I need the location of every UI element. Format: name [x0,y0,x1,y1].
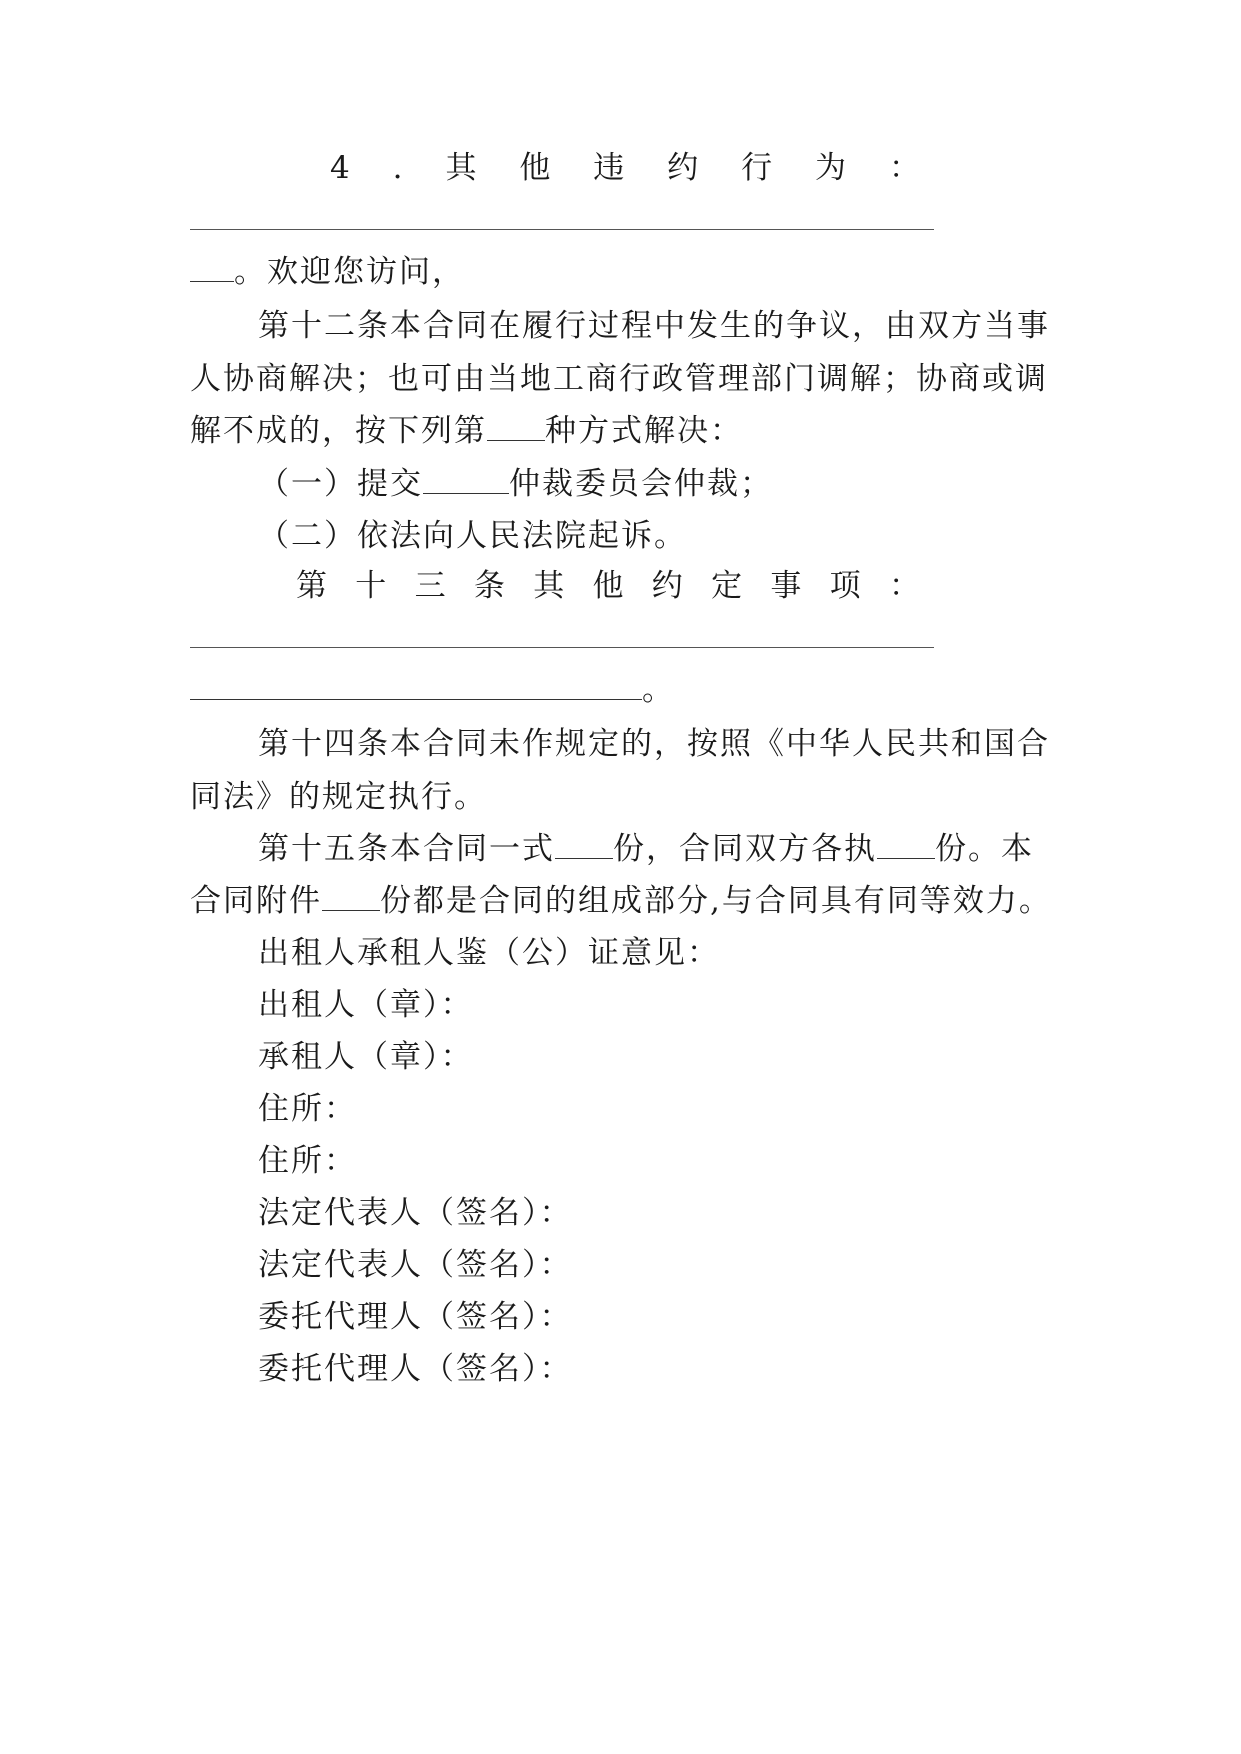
article-12-line-3 [190,411,743,451]
article-13-end: 。 [642,672,675,708]
fill-in-blank [555,832,613,859]
option-1 [258,464,773,504]
article-15-part-a: 第十五条本合同一式 [258,831,555,867]
article-15-part-c: 份。本 [935,831,1034,867]
article-13-char: 他 [592,568,626,604]
signature-line: 出租人（章）： [258,987,474,1023]
clause-4-char: 他 [519,150,553,186]
article-13-char: 十 [355,568,389,604]
signature-line: 住所： [258,1143,357,1179]
fill-in-blank [877,832,935,859]
article-15-part-d: 合同附件 [190,883,322,919]
article-13-char: ： [888,568,922,604]
signature-line: 法定代表人（签名）： [258,1247,573,1283]
welcome-text: 。欢迎您访问， [234,254,465,290]
article-13-char: 项 [829,568,863,604]
article-12-line-3-start: 解不成的，按下列第 [190,413,487,449]
fill-in-blank [322,884,380,911]
signature-line: 住所： [258,1091,357,1127]
article-13-heading [296,566,922,606]
article-13-char: 定 [711,568,745,604]
article-13-char: 第 [296,568,329,604]
article-13-char: 三 [414,568,448,604]
clause-4-char: 其 [445,150,479,186]
article-12-line-3-end: 种方式解决： [545,413,743,449]
article-13-char: 其 [533,568,567,604]
signature-line: 出租人承租人鉴（公）证意见： [258,935,720,971]
article-13-end-line [190,670,675,710]
option-1-end: 仲裁委员会仲裁； [509,466,773,502]
article-15-part-e: 份都是合同的组成部分,与合同具有同等效力。 [380,883,1052,919]
fill-in-blank [190,255,234,282]
article-14-line-1: 第十四条本合同未作规定的，按照《中华人民共和国合 [258,726,1050,762]
fill-in-line [190,647,934,648]
clause-4-char: ： [888,150,922,186]
fill-in-blank [487,414,545,441]
clause-4-char: 违 [593,150,627,186]
clause-4-heading [330,148,922,188]
clause-4-char: . [392,150,405,186]
signature-line: 委托代理人（签名）： [258,1351,573,1387]
option-2: （二）依法向人民法院起诉。 [258,518,687,554]
clause-4-char: 行 [741,150,775,186]
signature-line: 承租人（章）： [258,1039,474,1075]
article-13-char: 约 [651,568,685,604]
article-14-line-2: 同法》的规定执行。 [190,779,487,815]
article-12-line-1: 第十二条本合同在履行过程中发生的争议，由双方当事 [258,308,1050,344]
article-15-line-1 [258,829,1034,869]
option-1-start: （一）提交 [258,466,423,502]
article-15-line-2 [190,881,1052,921]
article-13-char: 条 [473,568,507,604]
clause-4-char: 4 [330,150,352,186]
article-15-part-b: 份，合同双方各执 [613,831,877,867]
clause-4-char: 约 [667,150,701,186]
fill-in-line [190,229,934,230]
signature-line: 委托代理人（签名）： [258,1299,573,1335]
welcome-line [190,252,465,292]
fill-in-blank [423,467,509,494]
article-13-char: 事 [770,568,804,604]
signature-line: 法定代表人（签名）： [258,1195,573,1231]
clause-4-char: 为 [815,150,849,186]
fill-in-blank [190,673,642,700]
article-12-line-2: 人协商解决；也可由当地工商行政管理部门调解；协商或调 [190,361,1048,397]
